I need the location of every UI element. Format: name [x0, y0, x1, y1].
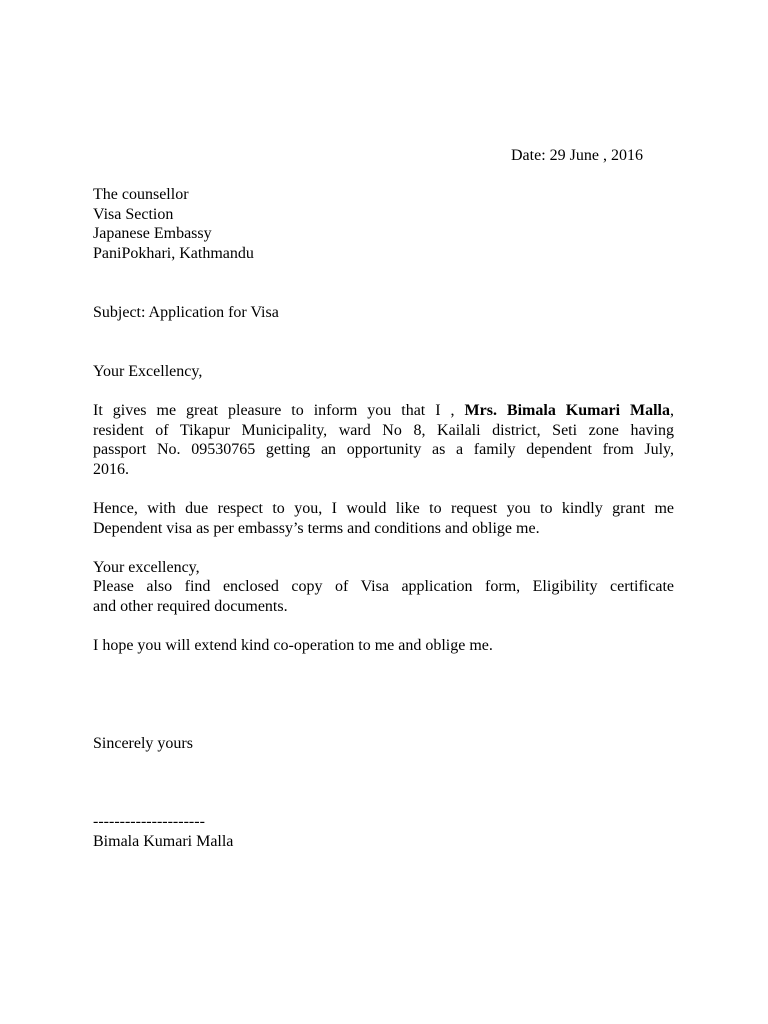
paragraph-1-line-1 — [93, 401, 674, 421]
applicant-name: Mrs. Bimala Kumari Malla — [464, 402, 670, 419]
letter-subject: Subject: Application for Visa — [93, 304, 279, 321]
paragraph-2 — [93, 499, 674, 538]
recipient-line-4: PaniPokhari, Kathmandu — [93, 245, 254, 262]
paragraph-1-line-3: passport No. 09530765 getting an opportunity as a family dependent from July, — [93, 441, 674, 458]
paragraph-1-line-4: 2016. — [93, 460, 129, 478]
letter-closing: Sincerely yours — [93, 735, 193, 752]
paragraph-1-line-2: resident of Tikapur Municipality, ward No 8, Kailali district, Seti zone having — [93, 421, 674, 439]
paragraph-4: I hope you will extend kind co-operation to me and oblige me. — [93, 637, 493, 654]
paragraph-3-line-1: Please also find enclosed copy of Visa application form, Eligibility certificate — [93, 578, 674, 595]
signature-line: --------------------- — [93, 813, 205, 830]
paragraph-3 — [93, 577, 674, 616]
paragraph-1-suffix: , — [670, 402, 674, 419]
paragraph-2-line-1: Hence, with due respect to you, I would like to request you to kindly grant me — [93, 500, 674, 517]
letter-date: Date: 29 June , 2016 — [511, 147, 643, 164]
paragraph-1-prefix: It gives me great pleasure to inform you that I , — [93, 402, 465, 419]
recipient-line-1: The counsellor — [93, 186, 189, 203]
signer-name: Bimala Kumari Malla — [93, 833, 234, 850]
recipient-line-2: Visa Section — [93, 206, 174, 223]
paragraph-3-salutation: Your excellency, — [93, 559, 200, 576]
paragraph-3-line-2: and other required documents. — [93, 597, 288, 615]
paragraph-1 — [93, 401, 674, 479]
recipient-line-3: Japanese Embassy — [93, 225, 212, 242]
letter-salutation: Your Excellency, — [93, 363, 203, 380]
paragraph-2-line-2: Dependent visa as per embassy’s terms and conditions and oblige me. — [93, 519, 540, 537]
